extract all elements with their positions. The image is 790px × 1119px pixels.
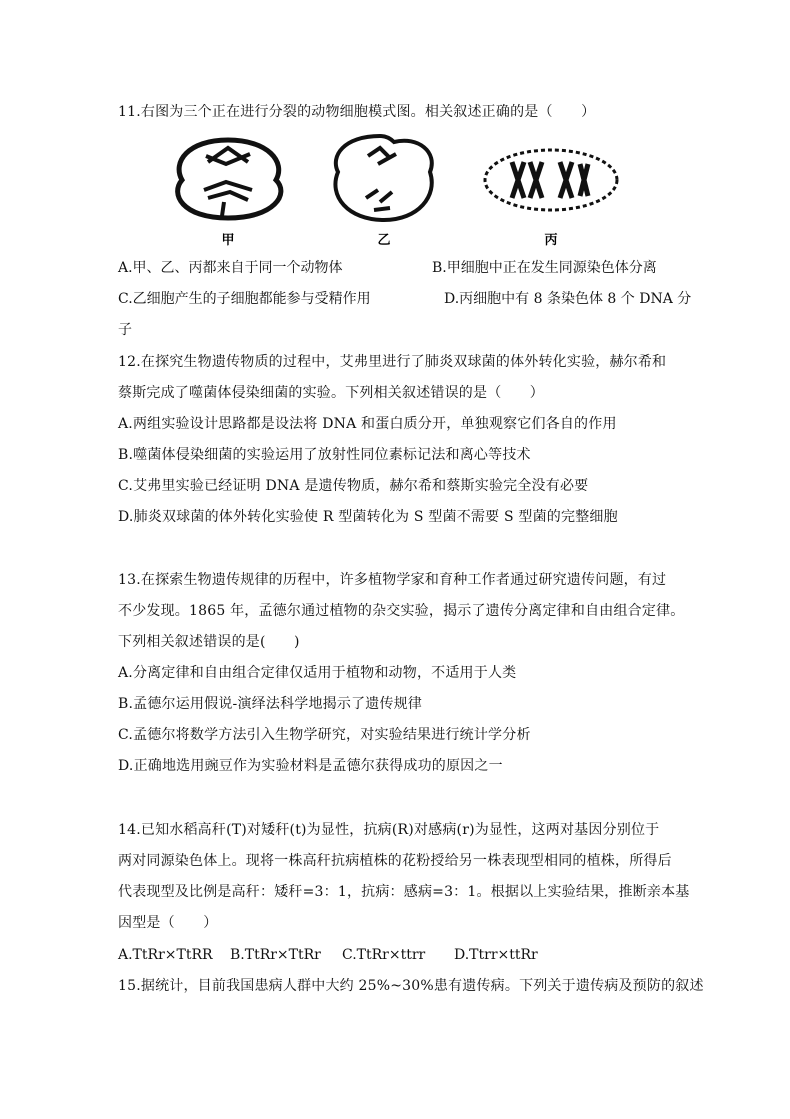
q11-option-d-continued: 子 <box>118 322 133 338</box>
q11-option-a: A.甲、乙、丙都来自于同一个动物体 <box>118 260 343 276</box>
cell-jia <box>178 140 281 218</box>
q12-option-b: B.噬菌体侵染细菌的实验运用了放射性同位素标记法和离心等技术 <box>118 447 531 463</box>
q14-option-a: A.TtRr×TtRR <box>118 947 213 963</box>
q12-option-d: D.肺炎双球菌的体外转化实验使 R 型菌转化为 S 型菌不需要 S 型菌的完整细胞 <box>118 509 618 525</box>
cell-division-figure <box>168 132 648 250</box>
q13-option-a: A.分离定律和自由组合定律仅适用于植物和动物，不适用于人类 <box>118 665 517 681</box>
q14-stem-line-3: 代表现型及比例是高秆：矮秆=3：1，抗病：感病=3：1。根据以上实验结果，推断亲本基 <box>118 884 690 900</box>
q12-stem-line-2: 蔡斯完成了噬菌体侵染细菌的实验。下列相关叙述错误的是（ ） <box>118 385 544 401</box>
q13-option-d: D.正确地选用豌豆作为实验材料是孟德尔获得成功的原因之一 <box>118 758 503 774</box>
q11-option-d: D.丙细胞中有 8 条染色体 8 个 DNA 分 <box>444 291 692 307</box>
q13-stem-line-3: 下列相关叙述错误的是( ) <box>118 634 300 650</box>
q13-option-b: B.孟德尔运用假说-演绎法科学地揭示了遗传规律 <box>118 696 423 712</box>
q13-stem-line-1: 13.在探索生物遗传规律的历程中，许多植物学家和育种工作者通过研究遗传问题，有过 <box>118 572 667 588</box>
q11-option-c: C.乙细胞产生的子细胞都能参与受精作用 <box>118 291 371 307</box>
caption-yi: 乙 <box>377 233 391 248</box>
cell-yi <box>335 136 431 220</box>
q13-stem-line-2: 不少发现。1865 年，孟德尔通过植物的杂交实验，揭示了遗传分离定律和自由组合定律。 <box>118 603 685 619</box>
q14-option-d: D.Ttrr×ttRr <box>454 947 538 963</box>
q14-stem-line-2: 两对同源染色体上。现将一株高秆抗病植株的花粉授给另一株表现型相同的植株，所得后 <box>118 853 672 869</box>
q12-option-c: C.艾弗里实验已经证明 DNA 是遗传物质，赫尔希和蔡斯实验完全没有必要 <box>118 478 589 494</box>
q14-option-b: B.TtRr×TtRr <box>230 947 321 963</box>
caption-jia: 甲 <box>221 233 235 248</box>
q14-stem-line-1: 14.已知水稻高秆(T)对矮秆(t)为显性，抗病(R)对感病(r)为显性，这两对基因分别位于 <box>118 822 660 838</box>
q14-option-c: C.TtRr×ttrr <box>342 947 426 963</box>
q14-stem-line-4: 因型是（ ） <box>118 915 218 931</box>
q11-stem: 11.右图为三个正在进行分裂的动物细胞模式图。相关叙述正确的是（ ） <box>118 104 596 120</box>
q12-stem-line-1: 12.在探究生物遗传物质的过程中，艾弗里进行了肺炎双球菌的体外转化实验，赫尔希和 <box>118 354 667 370</box>
q15-stem-line-1: 15.据统计，目前我国患病人群中大约 25%~30%患有遗传病。下列关于遗传病及预防的叙述 <box>118 978 704 994</box>
cell-bing <box>485 150 617 210</box>
q13-option-c: C.孟德尔将数学方法引入生物学研究，对实验结果进行统计学分析 <box>118 727 531 743</box>
q12-option-a: A.两组实验设计思路都是设法将 DNA 和蛋白质分开，单独观察它们各自的作用 <box>118 416 617 432</box>
caption-bing: 丙 <box>544 233 558 248</box>
q11-option-b: B.甲细胞中正在发生同源染色体分离 <box>432 260 657 276</box>
